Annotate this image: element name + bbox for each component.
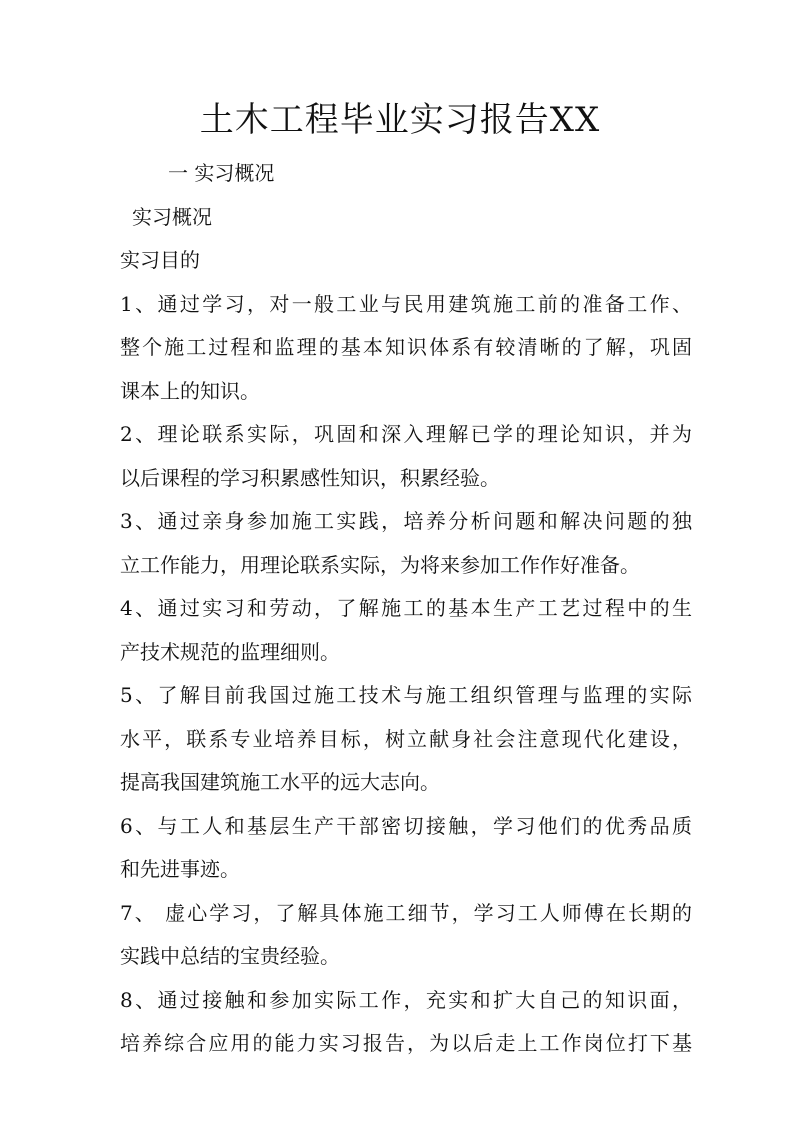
section-heading: 一 实习概况 <box>168 161 275 185</box>
list-item-8-line-1: 8、通过接触和参加实际工作，充实和扩大自己的知识面， <box>120 987 692 1012</box>
list-item-6-line-2: 和先进事迹。 <box>120 857 240 881</box>
list-item-5-line-2: 水平，联系专业培养目标，树立献身社会注意现代化建设， <box>120 726 692 751</box>
list-item-7-line-2: 实践中总结的宝贵经验。 <box>120 944 340 968</box>
list-item-7 <box>120 892 692 979</box>
list-item-5-line-3: 提高我国建筑施工水平的远大志向。 <box>120 770 440 794</box>
subheading: 实习概况 <box>132 204 212 229</box>
list-item-2 <box>120 413 692 500</box>
list-item-8 <box>120 979 692 1066</box>
list-item-2-line-1: 2、理论联系实际，巩固和深入理解已学的理论知识，并为 <box>120 422 692 446</box>
list-item-5-line-1: 5、了解目前我国过施工技术与施工组织管理与监理的实际 <box>120 683 692 707</box>
list-item-6 <box>120 805 692 892</box>
list-item-5 <box>120 674 692 805</box>
purpose-heading: 实习目的 <box>120 248 200 272</box>
list-item-4-line-1: 4、通过实习和劳动，了解施工的基本生产工艺过程中的生 <box>120 596 692 620</box>
document-title: 土木工程毕业实习报告XX <box>199 100 601 140</box>
list-item-2-line-2: 以后课程的学习积累感性知识，积累经验。 <box>120 465 500 490</box>
list-item-4 <box>120 587 692 674</box>
list-item-3-line-2: 立工作能力，用理论联系实际，为将来参加工作作好准备。 <box>120 552 640 577</box>
list-item-1 <box>120 283 692 414</box>
list-item-6-line-1: 6、与工人和基层生产干部密切接触，学习他们的优秀品质 <box>120 813 692 838</box>
list-item-4-line-2: 产技术规范的监理细则。 <box>120 639 340 664</box>
list-item-7-line-1: 7、 虚心学习，了解具体施工细节，学习工人师傅在长期的 <box>120 900 692 925</box>
list-item-1-line-1: 1、通过学习，对一般工业与民用建筑施工前的准备工作、 <box>120 291 692 316</box>
document-body <box>120 152 692 1066</box>
list-item-1-line-3: 课本上的知识。 <box>120 378 260 403</box>
list-item-3-line-1: 3、通过亲身参加施工实践，培养分析问题和解决问题的独 <box>120 509 692 533</box>
list-item-8-line-2: 培养综合应用的能力实习报告，为以后走上工作岗位打下基 <box>120 1031 692 1055</box>
list-item-1-line-2: 整个施工过程和监理的基本知识体系有较清晰的了解，巩固 <box>120 335 692 359</box>
list-item-3 <box>120 500 692 587</box>
